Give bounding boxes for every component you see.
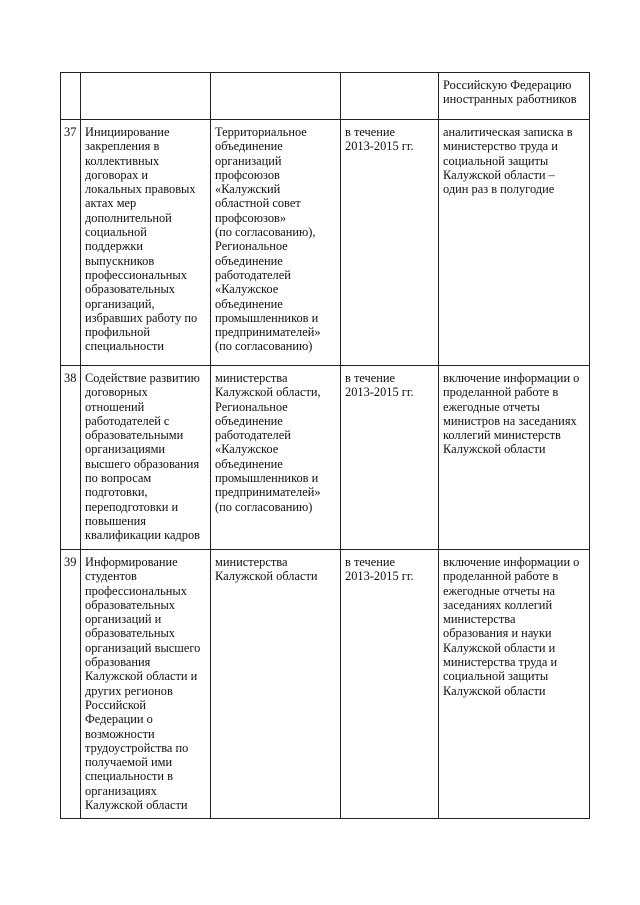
executor-cell: Территориальное объединение организаций профсоюзов «Калужский областной совет профсоюзов» (по согласованию), Региональное объединение работодателей «Калужское объединение промышленников и предпринимателей» (по согласованию) [211,120,341,366]
result-cell: Российскую Федерацию иностранных работников [439,73,590,120]
table-row [61,550,590,819]
result-cell: аналитическая записка в министерство труда и социальной защиты Калужской области – один раз в полугодие [439,120,590,366]
action-cell: Информирование студентов профессиональных образовательных организаций и образовательных организаций высшего образования Калужской области и других регионов Российской Федерации о возможности трудоустройства по получаемой ими специальности в организациях Калужской области [81,550,211,819]
executor-cell [211,73,341,120]
table-row [61,73,590,120]
term-cell: в течение 2013-2015 гг. [341,550,439,819]
result-cell: включение информации о проделанной работе в ежегодные отчеты министров на заседаниях коллегий министерств Калужской области [439,366,590,550]
table-row [61,366,590,550]
action-cell: Инициирование закрепления в коллективных договорах и локальных правовых актах мер дополнительной социальной поддержки выпускников профессиональных образовательных организаций, избравших работу по профильной специальности [81,120,211,366]
term-cell: в течение 2013-2015 гг. [341,120,439,366]
row-number: 38 [61,366,81,550]
row-number: 37 [61,120,81,366]
result-cell: включение информации о проделанной работе в ежегодные отчеты на заседаниях коллегий министерства образования и науки Калужской области и министерства труда и социальной защиты Калужской области [439,550,590,819]
action-cell [81,73,211,120]
row-number [61,73,81,120]
plan-table [60,72,590,819]
action-cell: Содействие развитию договорных отношений работодателей с образовательными организациями высшего образования по вопросам подготовки, переподготовки и повышения квалификации кадров [81,366,211,550]
executor-cell: министерства Калужской области [211,550,341,819]
executor-cell: министерства Калужской области, Региональное объединение работодателей «Калужское объединение промышленников и предпринимателей» (по согласованию) [211,366,341,550]
table-row [61,120,590,366]
term-cell: в течение 2013-2015 гг. [341,366,439,550]
row-number: 39 [61,550,81,819]
term-cell [341,73,439,120]
